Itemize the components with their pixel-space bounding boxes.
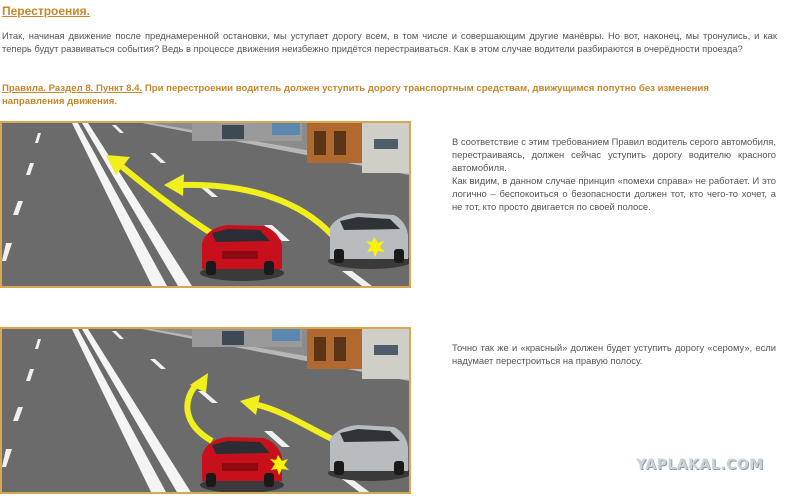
illustration-gray-yields [0, 121, 411, 288]
intro-paragraph: Итак, начиная движение после преднамеренной остановки, мы уступает дорогу всем, в том числе и совершающим другие манёвры. Но вот, наконец, мы тронулись, и как теперь будут развиваться события? Ведь в процессе движения неизбежно придётся перестраиваться. Как в этом случае водители разбираются в очерёдности проезда? [2, 30, 777, 54]
explanation-2-paragraph-1: Точно так же и «красный» должен будет уступить дорогу «серому», если надумает перестроиться на правую полосу. [452, 342, 776, 366]
gray-car [328, 425, 409, 481]
explanation-2 [452, 341, 776, 367]
rule-text: При перестроении водитель должен уступить дорогу транспортным средствам, движущимся попутно без изменения направления движения. [2, 83, 709, 107]
rule-reference-link[interactable]: Правила. Раздел 8. Пункт 8.4. [2, 83, 143, 94]
road-scene-2 [2, 329, 409, 494]
explanation-1 [452, 135, 776, 213]
explanation-1-paragraph-2: Как видим, в данном случае принцип «помехи справа» не работает. И это логично – беспокоиться о безопасности должен тот, кто чего-то хочет, а не тот, кто просто двигается по своей полосе. [452, 175, 776, 212]
site-watermark: YAPLAKAL.COM [636, 457, 764, 473]
red-car [200, 225, 284, 281]
gray-car [328, 213, 409, 269]
rule-statement [2, 82, 772, 108]
illustration-red-yields [0, 327, 411, 494]
road-scene-1 [2, 123, 409, 286]
page-title[interactable]: Перестроения. [2, 4, 90, 18]
explanation-1-paragraph-1: В соответствие с этим требованием Правил водитель серого автомобиля, перестраиваясь, должен сейчас уступить дорогу водителю красного автомобиля. [452, 136, 776, 173]
